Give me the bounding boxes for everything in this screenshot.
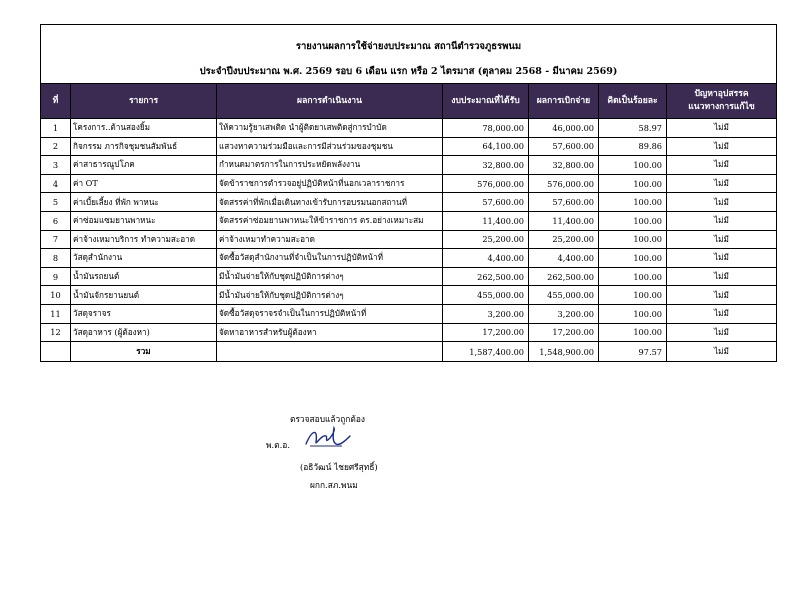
row-percent: 100.00: [599, 304, 667, 323]
row-result: จัดหาอาหารสำหรับผู้ต้องหา: [217, 323, 443, 342]
row-no: 6: [41, 211, 71, 230]
row-spent: 57,600.00: [529, 137, 599, 156]
row-spent: 455,000.00: [529, 286, 599, 305]
row-budget: 25,200.00: [443, 230, 529, 249]
total-result-cell: [217, 342, 443, 362]
row-no: 2: [41, 137, 71, 156]
table-row: [41, 137, 777, 156]
row-problem: ไม่มี: [667, 211, 777, 230]
row-problem: ไม่มี: [667, 193, 777, 212]
row-percent: 100.00: [599, 174, 667, 193]
table-body: [41, 119, 777, 342]
row-item: กิจกรรม ภารกิจชุมชนสัมพันธ์: [71, 137, 217, 156]
row-no: 12: [41, 323, 71, 342]
total-label: รวม: [71, 342, 217, 362]
row-result: มีน้ำมันจ่ายให้กับชุดปฏิบัติการต่างๆ: [217, 286, 443, 305]
row-percent: 100.00: [599, 323, 667, 342]
header-item: รายการ: [71, 84, 217, 119]
header-problem-line1: ปัญหาอุปสรรค: [694, 89, 749, 99]
table-row: [41, 304, 777, 323]
row-percent: 89.86: [599, 137, 667, 156]
table-row: [41, 193, 777, 212]
row-budget: 455,000.00: [443, 286, 529, 305]
row-budget: 576,000.00: [443, 174, 529, 193]
header-row: [41, 84, 777, 119]
total-spent: 1,548,900.00: [529, 342, 599, 362]
row-no: 3: [41, 156, 71, 175]
table-row: [41, 230, 777, 249]
row-problem: ไม่มี: [667, 323, 777, 342]
header-problem: [667, 84, 777, 119]
row-budget: 4,400.00: [443, 249, 529, 268]
row-problem: ไม่มี: [667, 230, 777, 249]
table-row: [41, 119, 777, 138]
signer-position: ผกก.สภ.พนม: [310, 480, 358, 490]
row-result: แสวงหาความร่วมมือและการมีส่วนร่วมของชุมชน: [217, 137, 443, 156]
row-result: จัดซื้อวัสดุจราจรจำเป็นในการปฏิบัติหน้าที่: [217, 304, 443, 323]
total-budget: 1,587,400.00: [443, 342, 529, 362]
row-no: 9: [41, 267, 71, 286]
row-percent: 100.00: [599, 230, 667, 249]
row-percent: 100.00: [599, 193, 667, 212]
row-no: 7: [41, 230, 71, 249]
row-item: วัสดุสำนักงาน: [71, 249, 217, 268]
signature-icon: [302, 424, 352, 450]
row-percent: 100.00: [599, 286, 667, 305]
row-no: 1: [41, 119, 71, 138]
row-item: ค่าจ้างเหมาบริการ ทำความสะอาด: [71, 230, 217, 249]
row-item: วัสดุอาหาร (ผู้ต้องหา): [71, 323, 217, 342]
row-budget: 78,000.00: [443, 119, 529, 138]
header-percent: คิดเป็นร้อยละ: [599, 84, 667, 119]
row-no: 8: [41, 249, 71, 268]
row-problem: ไม่มี: [667, 119, 777, 138]
row-budget: 57,600.00: [443, 193, 529, 212]
row-item: โครงการ..ต้านสองยิ้ม: [71, 119, 217, 138]
row-no: 10: [41, 286, 71, 305]
row-result: จัดซื้อวัสดุสำนักงานที่จำเป็นในการปฏิบัติหน้าที่: [217, 249, 443, 268]
row-problem: ไม่มี: [667, 286, 777, 305]
header-no: ที่: [41, 84, 71, 119]
row-result: จัดสรรค่าซ่อมยานพาหนะให้ข้าราชการ ตร.อย่างเหมาะสม: [217, 211, 443, 230]
header-budget: งบประมาณที่ได้รับ: [443, 84, 529, 119]
row-spent: 3,200.00: [529, 304, 599, 323]
report-title: รายงานผลการใช้จ่ายงบประมาณ สถานีตำรวจภูธรพนม: [295, 41, 522, 52]
row-spent: 25,200.00: [529, 230, 599, 249]
row-item: ค่าสาธารณูปโภค: [71, 156, 217, 175]
table-row: [41, 286, 777, 305]
row-item: ค่า OT: [71, 174, 217, 193]
row-spent: 4,400.00: [529, 249, 599, 268]
table-row: [41, 156, 777, 175]
row-item: วัสดุจราจร: [71, 304, 217, 323]
row-budget: 32,800.00: [443, 156, 529, 175]
row-problem: ไม่มี: [667, 137, 777, 156]
total-percent: 97.57: [599, 342, 667, 362]
row-budget: 11,400.00: [443, 211, 529, 230]
row-problem: ไม่มี: [667, 174, 777, 193]
row-problem: ไม่มี: [667, 249, 777, 268]
table-row: [41, 267, 777, 286]
table-row: [41, 211, 777, 230]
row-result: ให้ความรู้ยาเสพติด นำผู้ติดยาเสพติดสู่การบำบัด: [217, 119, 443, 138]
row-percent: 100.00: [599, 267, 667, 286]
row-percent: 100.00: [599, 211, 667, 230]
total-problem: ไม่มี: [667, 342, 777, 362]
report-sheet: [40, 24, 776, 362]
row-result: จัดสรรค่าที่พักเมื่อเดินทางเข้ารับการอบรมนอกสถานที่: [217, 193, 443, 212]
budget-table: [40, 24, 777, 362]
row-item: ค่าซ่อมแซมยานพาหนะ: [71, 211, 217, 230]
total-row: [41, 342, 777, 362]
row-budget: 3,200.00: [443, 304, 529, 323]
row-spent: 32,800.00: [529, 156, 599, 175]
signer-rank: พ.ต.อ.: [266, 440, 290, 450]
report-title-cell: [41, 25, 777, 84]
row-budget: 64,100.00: [443, 137, 529, 156]
table-row: [41, 174, 777, 193]
row-result: มีน้ำมันจ่ายให้กับชุดปฏิบัติการต่างๆ: [217, 267, 443, 286]
table-row: [41, 249, 777, 268]
row-percent: 100.00: [599, 156, 667, 175]
header-problem-line2: แนวทางการแก้ไข: [688, 102, 755, 112]
row-spent: 46,000.00: [529, 119, 599, 138]
row-item: ค่าเบี้ยเลี้ยง ที่พัก พาหนะ: [71, 193, 217, 212]
row-spent: 576,000.00: [529, 174, 599, 193]
row-budget: 262,500.00: [443, 267, 529, 286]
row-result: ค่าจ้างเหมาทำความสะอาด: [217, 230, 443, 249]
row-spent: 262,500.00: [529, 267, 599, 286]
row-result: กำหนดมาตรการในการประหยัดพลังงาน: [217, 156, 443, 175]
row-budget: 17,200.00: [443, 323, 529, 342]
row-no: 5: [41, 193, 71, 212]
row-no: 4: [41, 174, 71, 193]
row-result: จัดข้าราชการตำรวจอยู่ปฏิบัติหน้าที่นอกเวลาราชการ: [217, 174, 443, 193]
header-result: ผลการดำเนินงาน: [217, 84, 443, 119]
row-spent: 57,600.00: [529, 193, 599, 212]
report-subtitle: ประจำปีงบประมาณ พ.ศ. 2569 รอบ 6 เดือน แรก หรือ 2 ไตรมาส (ตุลาคม 2568 - มีนาคม 2569): [199, 66, 618, 77]
row-item: น้ำมันรถยนต์: [71, 267, 217, 286]
row-percent: 58.97: [599, 119, 667, 138]
row-spent: 17,200.00: [529, 323, 599, 342]
row-problem: ไม่มี: [667, 304, 777, 323]
row-percent: 100.00: [599, 249, 667, 268]
verified-text: ตรวจสอบแล้วถูกต้อง: [290, 414, 365, 424]
signer-name: (อธิวัฒน์ ไชยศรีสุทธิ์): [300, 462, 378, 472]
row-spent: 11,400.00: [529, 211, 599, 230]
row-problem: ไม่มี: [667, 156, 777, 175]
total-no-cell: [41, 342, 71, 362]
table-row: [41, 323, 777, 342]
row-no: 11: [41, 304, 71, 323]
header-spent: ผลการเบิกจ่าย: [529, 84, 599, 119]
row-item: น้ำมันจักรยานยนต์: [71, 286, 217, 305]
row-problem: ไม่มี: [667, 267, 777, 286]
